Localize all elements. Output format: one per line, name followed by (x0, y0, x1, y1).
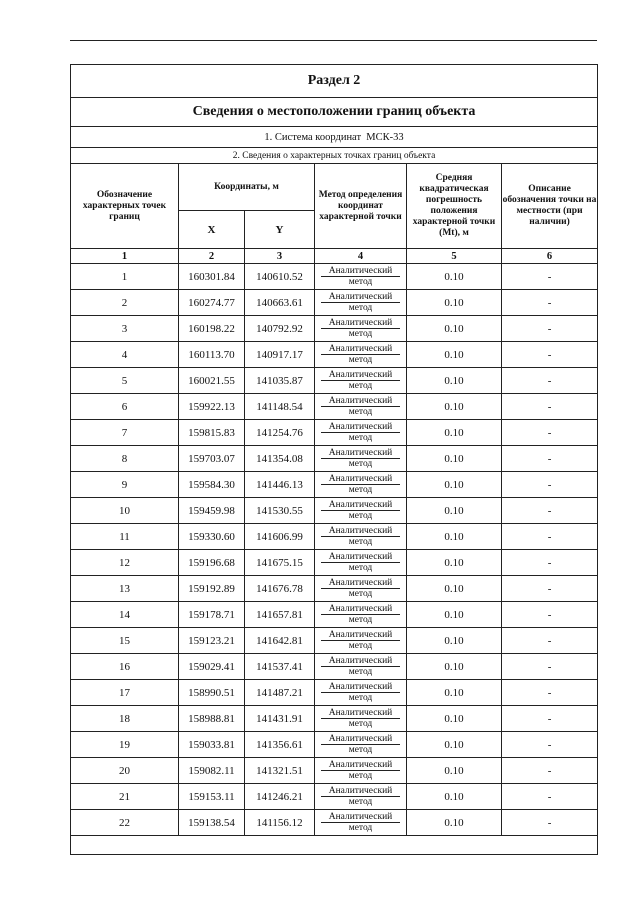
description-value: - (502, 394, 598, 420)
coord-y: 140792.92 (245, 316, 315, 342)
method-cell (315, 498, 407, 524)
method-line-1: Аналитический (328, 552, 393, 562)
error-value: 0.10 (407, 420, 502, 446)
points-section-row (71, 148, 598, 164)
method-line-1: Аналитический (328, 266, 393, 276)
coord-x: 159138.54 (179, 810, 245, 836)
method-cell (315, 446, 407, 472)
method-line-1: Аналитический (328, 604, 393, 614)
coord-x: 160021.55 (179, 368, 245, 394)
method-cell (315, 706, 407, 732)
method-line-1: Аналитический (328, 734, 393, 744)
method-line-1: Аналитический (328, 370, 393, 380)
description-value: - (502, 576, 598, 602)
method-line-1: Аналитический (328, 292, 393, 302)
coord-y: 140917.17 (245, 342, 315, 368)
method-line-1: Аналитический (328, 630, 393, 640)
coord-y: 141606.99 (245, 524, 315, 550)
description-value: - (502, 498, 598, 524)
header-coordinates: Координаты, м (179, 164, 315, 211)
point-number: 12 (71, 550, 179, 576)
doc-title: Сведения о местоположении границ объекта (71, 98, 598, 127)
point-number: 18 (71, 706, 179, 732)
error-value: 0.10 (407, 758, 502, 784)
table-row (71, 810, 598, 836)
method-line-1: Аналитический (328, 474, 393, 484)
point-number: 7 (71, 420, 179, 446)
method-line-2: метод (321, 432, 400, 443)
method-line-2: метод (321, 354, 400, 365)
coord-system-value: МСК-33 (366, 131, 404, 143)
point-number: 21 (71, 784, 179, 810)
point-number: 5 (71, 368, 179, 394)
table-row (71, 732, 598, 758)
coord-x: 159029.41 (179, 654, 245, 680)
method-line-2: метод (321, 328, 400, 339)
method-line-2: метод (321, 484, 400, 495)
coord-x: 158988.81 (179, 706, 245, 732)
error-value: 0.10 (407, 810, 502, 836)
column-number: 3 (245, 249, 315, 264)
method-cell (315, 472, 407, 498)
section-label: Раздел 2 (71, 65, 598, 98)
description-value: - (502, 784, 598, 810)
description-value: - (502, 446, 598, 472)
column-number: 4 (315, 249, 407, 264)
description-value: - (502, 602, 598, 628)
table-row (71, 602, 598, 628)
column-number: 1 (71, 249, 179, 264)
method-line-1: Аналитический (328, 708, 393, 718)
method-line-1: Аналитический (328, 396, 393, 406)
table-row (71, 498, 598, 524)
table-row (71, 290, 598, 316)
table-row (71, 316, 598, 342)
description-value: - (502, 316, 598, 342)
description-value: - (502, 550, 598, 576)
description-value: - (502, 368, 598, 394)
coord-x: 159815.83 (179, 420, 245, 446)
point-number: 9 (71, 472, 179, 498)
error-value: 0.10 (407, 290, 502, 316)
description-value: - (502, 628, 598, 654)
table-row (71, 758, 598, 784)
coord-x: 159153.11 (179, 784, 245, 810)
boundary-table (70, 64, 598, 855)
method-line-1: Аналитический (328, 318, 393, 328)
method-cell (315, 264, 407, 290)
error-value: 0.10 (407, 498, 502, 524)
coord-y: 141675.15 (245, 550, 315, 576)
method-cell (315, 290, 407, 316)
coord-y: 141246.21 (245, 784, 315, 810)
coord-y: 141148.54 (245, 394, 315, 420)
method-line-2: метод (321, 614, 400, 625)
title-row (71, 98, 598, 127)
description-value: - (502, 654, 598, 680)
method-line-2: метод (321, 692, 400, 703)
error-value: 0.10 (407, 524, 502, 550)
method-line-1: Аналитический (328, 344, 393, 354)
empty-cell (71, 836, 598, 855)
description-value: - (502, 706, 598, 732)
table-row (71, 550, 598, 576)
coord-x: 159922.13 (179, 394, 245, 420)
coord-x: 160274.77 (179, 290, 245, 316)
coord-x: 159082.11 (179, 758, 245, 784)
coord-x: 159459.98 (179, 498, 245, 524)
error-value: 0.10 (407, 602, 502, 628)
coord-x: 159703.07 (179, 446, 245, 472)
column-number-row (71, 249, 598, 264)
method-line-2: метод (321, 380, 400, 391)
coord-y: 141657.81 (245, 602, 315, 628)
description-value: - (502, 758, 598, 784)
description-value: - (502, 290, 598, 316)
section-row (71, 65, 598, 98)
header-method: Метод определения координат характерной точки (315, 164, 407, 249)
method-line-2: метод (321, 276, 400, 287)
table-row (71, 576, 598, 602)
method-line-1: Аналитический (328, 526, 393, 536)
header-y: Y (245, 211, 315, 249)
coord-x: 159196.68 (179, 550, 245, 576)
method-cell (315, 524, 407, 550)
point-number: 16 (71, 654, 179, 680)
description-value: - (502, 524, 598, 550)
description-value: - (502, 420, 598, 446)
method-line-2: метод (321, 666, 400, 677)
method-line-2: метод (321, 302, 400, 313)
method-line-2: метод (321, 822, 400, 833)
table-row (71, 394, 598, 420)
table-row (71, 264, 598, 290)
method-line-2: метод (321, 640, 400, 651)
error-value: 0.10 (407, 576, 502, 602)
method-line-1: Аналитический (328, 656, 393, 666)
coord-y: 140610.52 (245, 264, 315, 290)
coord-y: 141530.55 (245, 498, 315, 524)
error-value: 0.10 (407, 316, 502, 342)
error-value: 0.10 (407, 472, 502, 498)
coord-y: 141446.13 (245, 472, 315, 498)
error-value: 0.10 (407, 550, 502, 576)
table-row (71, 342, 598, 368)
method-cell (315, 368, 407, 394)
column-number: 2 (179, 249, 245, 264)
method-cell (315, 602, 407, 628)
coord-y: 141254.76 (245, 420, 315, 446)
table-row (71, 472, 598, 498)
error-value: 0.10 (407, 628, 502, 654)
description-value: - (502, 680, 598, 706)
top-rule (70, 40, 597, 41)
description-value: - (502, 732, 598, 758)
coord-y: 141431.91 (245, 706, 315, 732)
table-row (71, 680, 598, 706)
error-value: 0.10 (407, 654, 502, 680)
header-designation: Обозначение характерных точек границ (71, 164, 179, 249)
coord-y: 141321.51 (245, 758, 315, 784)
point-number: 3 (71, 316, 179, 342)
column-number: 6 (502, 249, 598, 264)
error-value: 0.10 (407, 368, 502, 394)
method-line-1: Аналитический (328, 578, 393, 588)
method-cell (315, 810, 407, 836)
method-line-1: Аналитический (328, 760, 393, 770)
table-row (71, 654, 598, 680)
point-number: 2 (71, 290, 179, 316)
coord-x: 158990.51 (179, 680, 245, 706)
point-number: 15 (71, 628, 179, 654)
method-cell (315, 550, 407, 576)
header-error: Средняя квадратическая погрешность положения характерной точки (Mt), м (407, 164, 502, 249)
method-line-2: метод (321, 588, 400, 599)
method-cell (315, 342, 407, 368)
table-row (71, 446, 598, 472)
column-number: 5 (407, 249, 502, 264)
error-value: 0.10 (407, 706, 502, 732)
coord-x: 159123.21 (179, 628, 245, 654)
coord-system-row (71, 127, 598, 148)
point-number: 8 (71, 446, 179, 472)
point-number: 19 (71, 732, 179, 758)
coord-y: 141156.12 (245, 810, 315, 836)
method-line-1: Аналитический (328, 812, 393, 822)
point-number: 6 (71, 394, 179, 420)
method-cell (315, 628, 407, 654)
method-line-2: метод (321, 406, 400, 417)
table-row (71, 420, 598, 446)
error-value: 0.10 (407, 680, 502, 706)
method-line-1: Аналитический (328, 682, 393, 692)
method-line-1: Аналитический (328, 500, 393, 510)
method-line-2: метод (321, 744, 400, 755)
description-value: - (502, 264, 598, 290)
description-value: - (502, 810, 598, 836)
method-line-1: Аналитический (328, 786, 393, 796)
header-row-1 (71, 164, 598, 211)
coord-y: 141676.78 (245, 576, 315, 602)
coord-y: 141356.61 (245, 732, 315, 758)
coord-system-cell (71, 127, 598, 148)
method-line-2: метод (321, 458, 400, 469)
method-cell (315, 576, 407, 602)
coord-x: 160198.22 (179, 316, 245, 342)
coord-y: 141354.08 (245, 446, 315, 472)
table-row (71, 784, 598, 810)
coord-x: 159192.89 (179, 576, 245, 602)
method-cell (315, 680, 407, 706)
point-number: 14 (71, 602, 179, 628)
table-row (71, 368, 598, 394)
table-row (71, 524, 598, 550)
coord-x: 159033.81 (179, 732, 245, 758)
coord-x: 159178.71 (179, 602, 245, 628)
point-number: 13 (71, 576, 179, 602)
coord-x: 160113.70 (179, 342, 245, 368)
point-number: 10 (71, 498, 179, 524)
table-row (71, 706, 598, 732)
error-value: 0.10 (407, 342, 502, 368)
coord-x: 159584.30 (179, 472, 245, 498)
coord-y: 141035.87 (245, 368, 315, 394)
method-line-1: Аналитический (328, 448, 393, 458)
method-cell (315, 394, 407, 420)
description-value: - (502, 472, 598, 498)
error-value: 0.10 (407, 446, 502, 472)
header-description: Описание обозначения точки на местности (при наличии) (502, 164, 598, 249)
method-line-1: Аналитический (328, 422, 393, 432)
method-line-2: метод (321, 770, 400, 781)
coord-y: 141537.41 (245, 654, 315, 680)
point-number: 22 (71, 810, 179, 836)
error-value: 0.10 (407, 394, 502, 420)
method-cell (315, 784, 407, 810)
method-line-2: метод (321, 510, 400, 521)
method-cell (315, 732, 407, 758)
table-row (71, 628, 598, 654)
table-end-row (71, 836, 598, 855)
method-line-2: метод (321, 562, 400, 573)
coord-y: 141642.81 (245, 628, 315, 654)
coord-system-label: 1. Система координат (264, 131, 362, 143)
coord-x: 160301.84 (179, 264, 245, 290)
description-value: - (502, 342, 598, 368)
error-value: 0.10 (407, 732, 502, 758)
method-line-2: метод (321, 536, 400, 547)
method-cell (315, 316, 407, 342)
method-cell (315, 654, 407, 680)
point-number: 17 (71, 680, 179, 706)
header-x: X (179, 211, 245, 249)
method-line-2: метод (321, 718, 400, 729)
error-value: 0.10 (407, 784, 502, 810)
error-value: 0.10 (407, 264, 502, 290)
points-section-label: 2. Сведения о характерных точках границ объекта (71, 148, 598, 164)
point-number: 20 (71, 758, 179, 784)
point-number: 4 (71, 342, 179, 368)
coord-y: 140663.61 (245, 290, 315, 316)
method-line-2: метод (321, 796, 400, 807)
method-cell (315, 758, 407, 784)
point-number: 11 (71, 524, 179, 550)
coord-y: 141487.21 (245, 680, 315, 706)
method-cell (315, 420, 407, 446)
point-number: 1 (71, 264, 179, 290)
coord-x: 159330.60 (179, 524, 245, 550)
